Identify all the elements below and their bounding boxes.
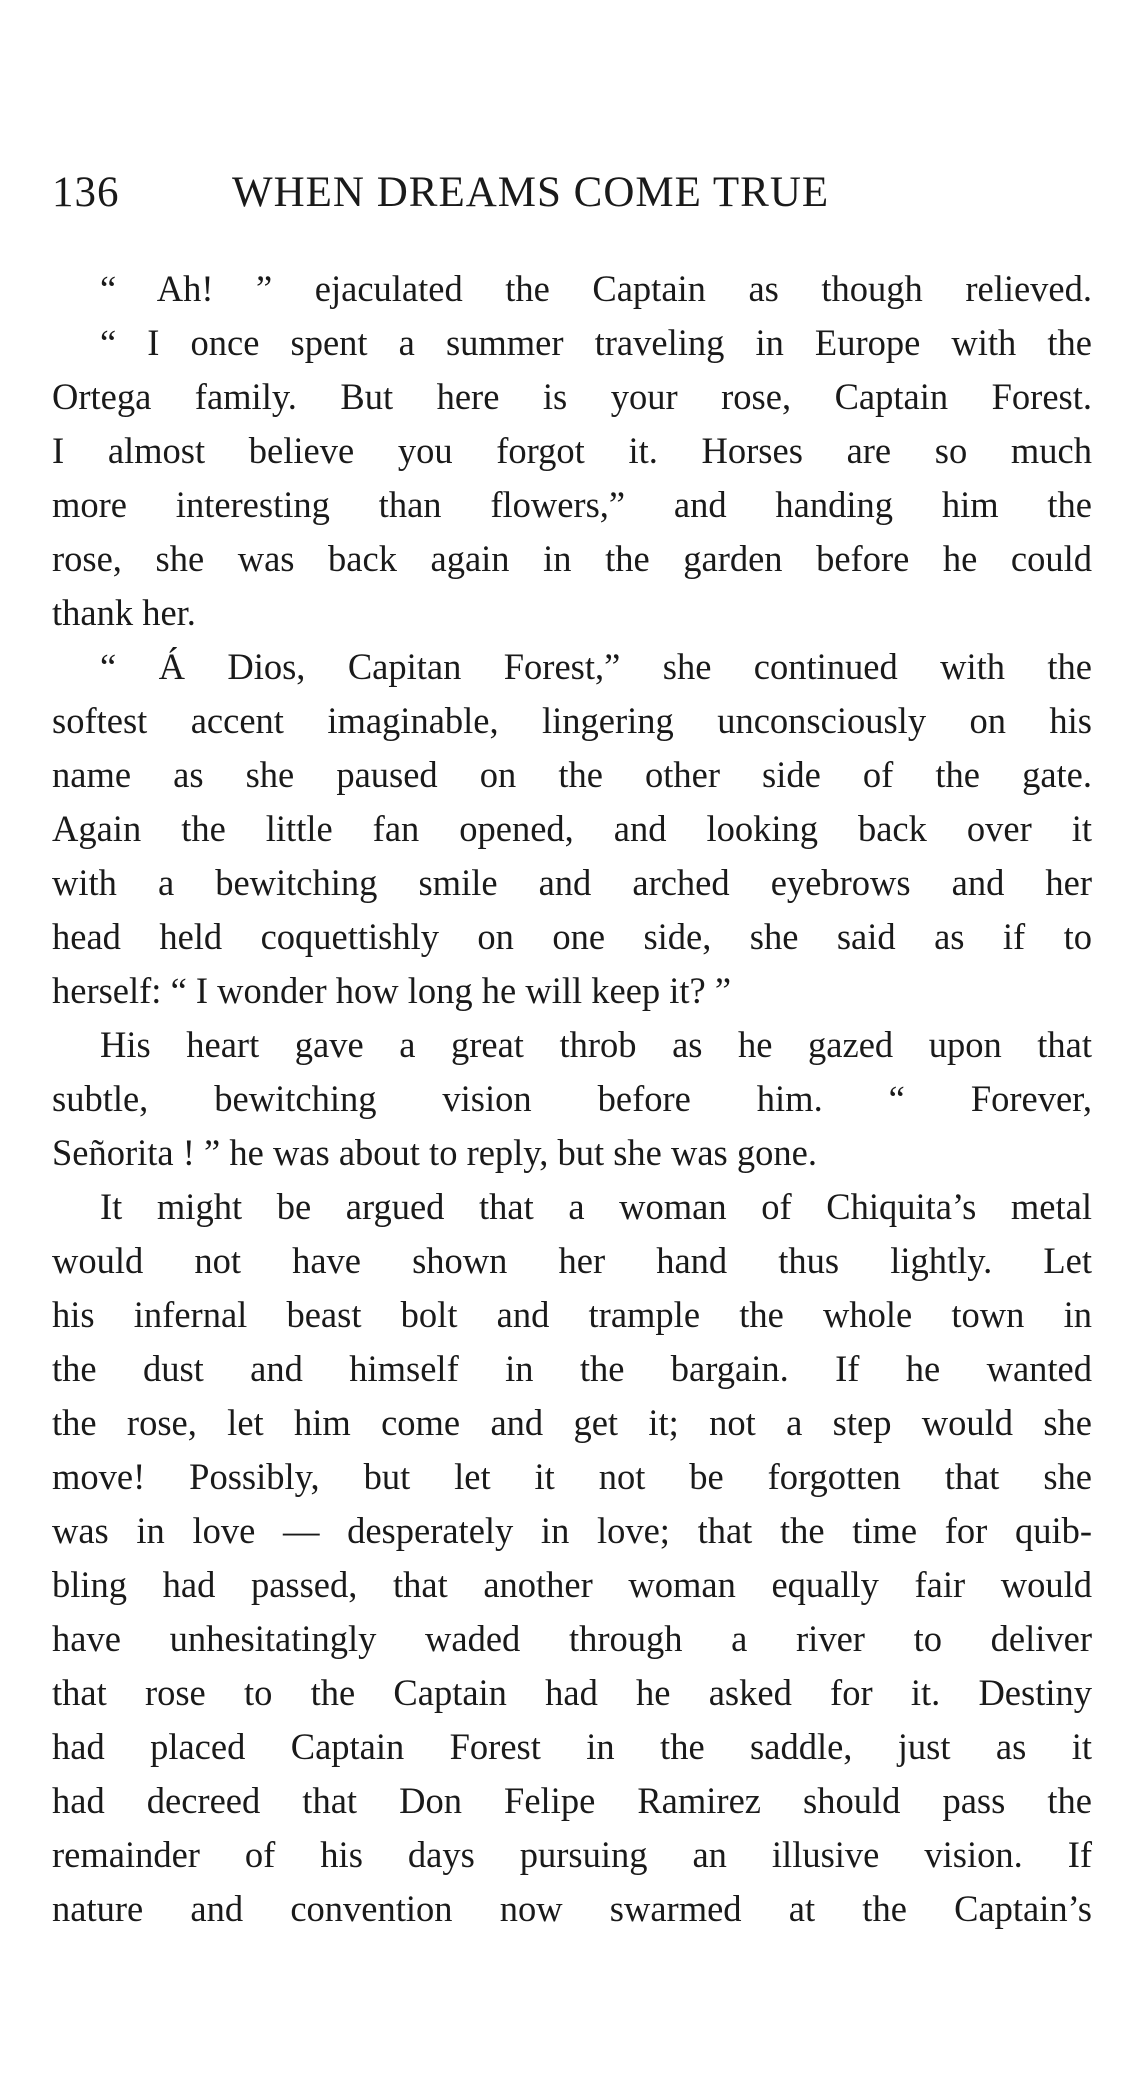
text-line: rose, she was back again in the garden before he could (52, 538, 1092, 579)
text-line: “ Ah! ” ejaculated the Captain as though relieved. (100, 268, 1092, 309)
text-line: had decreed that Don Felipe Ramirez should pass the (52, 1780, 1092, 1821)
text-line: “ Á Dios, Capitan Forest,” she continued with the (100, 646, 1092, 687)
text-line: his infernal beast bolt and trample the whole town in (52, 1294, 1092, 1335)
page-number: 136 (52, 169, 120, 216)
text-line: It might be argued that a woman of Chiquita’s metal (100, 1186, 1092, 1227)
text-line: the dust and himself in the bargain. If he wanted (52, 1348, 1092, 1389)
text-line: His heart gave a great throb as he gazed upon that (100, 1024, 1092, 1065)
text-line: I almost believe you forgot it. Horses are so much (52, 430, 1092, 471)
text-line: remainder of his days pursuing an illusive vision. If (52, 1834, 1092, 1875)
text-line: herself: “ I wonder how long he will keep it? ” (52, 970, 732, 1011)
text-line: thank her. (52, 592, 196, 633)
text-line: “ I once spent a summer traveling in Europe with the (100, 322, 1092, 363)
text-line: subtle, bewitching vision before him. “ Forever, (52, 1078, 1092, 1119)
text-line: Again the little fan opened, and looking back over it (52, 808, 1092, 849)
body-text (52, 262, 1092, 1936)
running-header (52, 168, 1092, 228)
text-line: had placed Captain Forest in the saddle, just as it (52, 1726, 1092, 1767)
text-line: the rose, let him come and get it; not a step would she (52, 1402, 1092, 1443)
text-line: more interesting than flowers,” and handing him the (52, 484, 1092, 525)
text-line: softest accent imaginable, lingering unconsciously on his (52, 700, 1092, 741)
running-title: WHEN DREAMS COME TRUE (232, 169, 830, 216)
text-line: would not have shown her hand thus lightly. Let (52, 1240, 1092, 1281)
text-line: bling had passed, that another woman equally fair would (52, 1564, 1092, 1605)
text-line: Señorita ! ” he was about to reply, but she was gone. (52, 1132, 817, 1173)
text-line: Ortega family. But here is your rose, Captain Forest. (52, 376, 1092, 417)
text-line: with a bewitching smile and arched eyebrows and her (52, 862, 1092, 903)
text-line: name as she paused on the other side of the gate. (52, 754, 1092, 795)
text-line: head held coquettishly on one side, she said as if to (52, 916, 1092, 957)
text-line: was in love — desperately in love; that the time for quib- (52, 1510, 1092, 1551)
text-line: move! Possibly, but let it not be forgotten that she (52, 1456, 1092, 1497)
text-line: have unhesitatingly waded through a river to deliver (52, 1618, 1092, 1659)
text-line: that rose to the Captain had he asked for it. Destiny (52, 1672, 1092, 1713)
text-line: nature and convention now swarmed at the Captain’s (52, 1888, 1092, 1929)
